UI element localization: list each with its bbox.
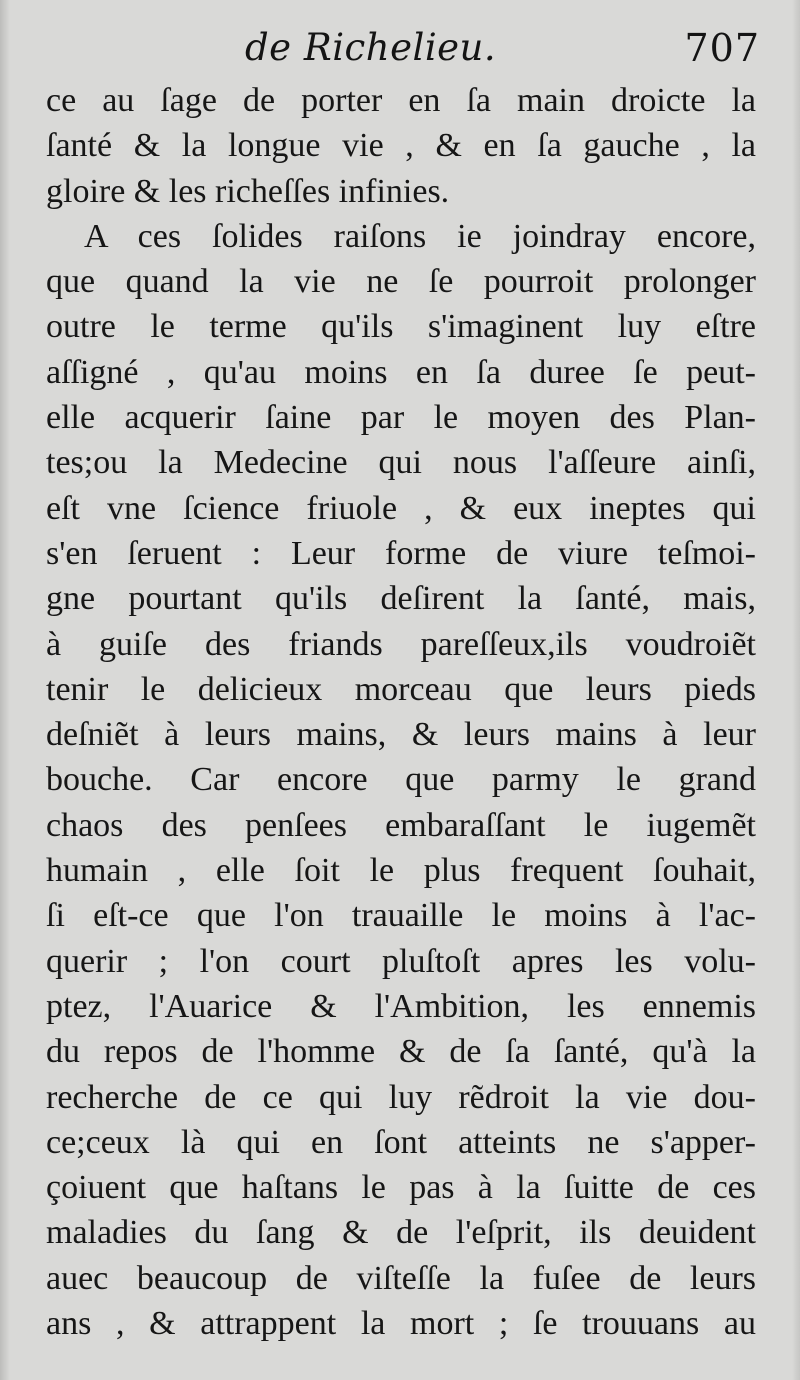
text-line: deſniẽt à leurs mains, & leurs mains à leur	[46, 716, 756, 754]
text-line: maladies du ſang & de l'eſprit, ils deuident	[46, 1214, 756, 1252]
running-head	[40, 26, 760, 76]
running-title: de Richelieu.	[245, 26, 497, 69]
text-line: gne pourtant qu'ils deſirent la ſanté, mais,	[46, 580, 756, 618]
page-number: 707	[684, 26, 760, 70]
text-line: çoiuent que haſtans le pas à la ſuitte de ces	[46, 1169, 756, 1207]
text-line: ſanté & la longue vie , & en ſa gauche , la	[46, 127, 756, 165]
text-line: que quand la vie ne ſe pourroit prolonger	[46, 263, 756, 301]
text-line: s'en ſeruent : Leur forme de viure teſmoi-	[46, 534, 756, 572]
text-line: ptez, l'Auarice & l'Ambition, les ennemis	[46, 987, 756, 1025]
text-line: ce;ceux là qui en ſont atteints ne s'apper-	[46, 1123, 756, 1161]
text-line: A ces ſolides raiſons ie joindray encore,	[84, 217, 756, 255]
text-line: recherche de ce qui luy rẽdroit la vie dou-	[46, 1078, 756, 1116]
text-line: elle acquerir ſaine par le moyen des Plan-	[46, 399, 756, 437]
text-line: outre le terme qu'ils s'imaginent luy eſtre	[46, 308, 756, 346]
text-line: gloire & les richeſſes infinies.	[46, 172, 450, 210]
text-line: auec beaucoup de viſteſſe la fuſee de leurs	[46, 1259, 756, 1297]
text-line: ce au ſage de porter en ſa main droicte la	[46, 82, 756, 119]
body-text	[46, 78, 756, 1346]
text-line: eſt vne ſcience friuole , & eux ineptes qui	[46, 489, 756, 527]
text-line: aſſigné , qu'au moins en ſa duree ſe peut-	[46, 353, 756, 391]
text-line: à guiſe des friands pareſſeux,ils voudroiẽt	[46, 625, 756, 663]
text-line: ans , & attrappent la mort ; ſe trouuans au	[46, 1305, 756, 1343]
text-line: bouche. Car encore que parmy le grand	[46, 761, 756, 799]
text-line: ſi eſt-ce que l'on trauaille le moins à l'ac-	[46, 897, 756, 935]
page-edge-left	[0, 0, 10, 1380]
text-line: humain , elle ſoit le plus frequent ſouhait,	[46, 852, 756, 890]
text-line: tenir le delicieux morceau que leurs pieds	[46, 670, 756, 708]
text-line: querir ; l'on court pluſtoſt apres les volu-	[46, 942, 756, 980]
page-edge-right	[792, 0, 800, 1380]
text-line: du repos de l'homme & de ſa ſanté, qu'à la	[46, 1033, 756, 1071]
text-line: tes;ou la Medecine qui nous l'aſſeure ainſi,	[46, 444, 756, 482]
text-line: chaos des penſees embaraſſant le iugemẽt	[46, 806, 756, 844]
